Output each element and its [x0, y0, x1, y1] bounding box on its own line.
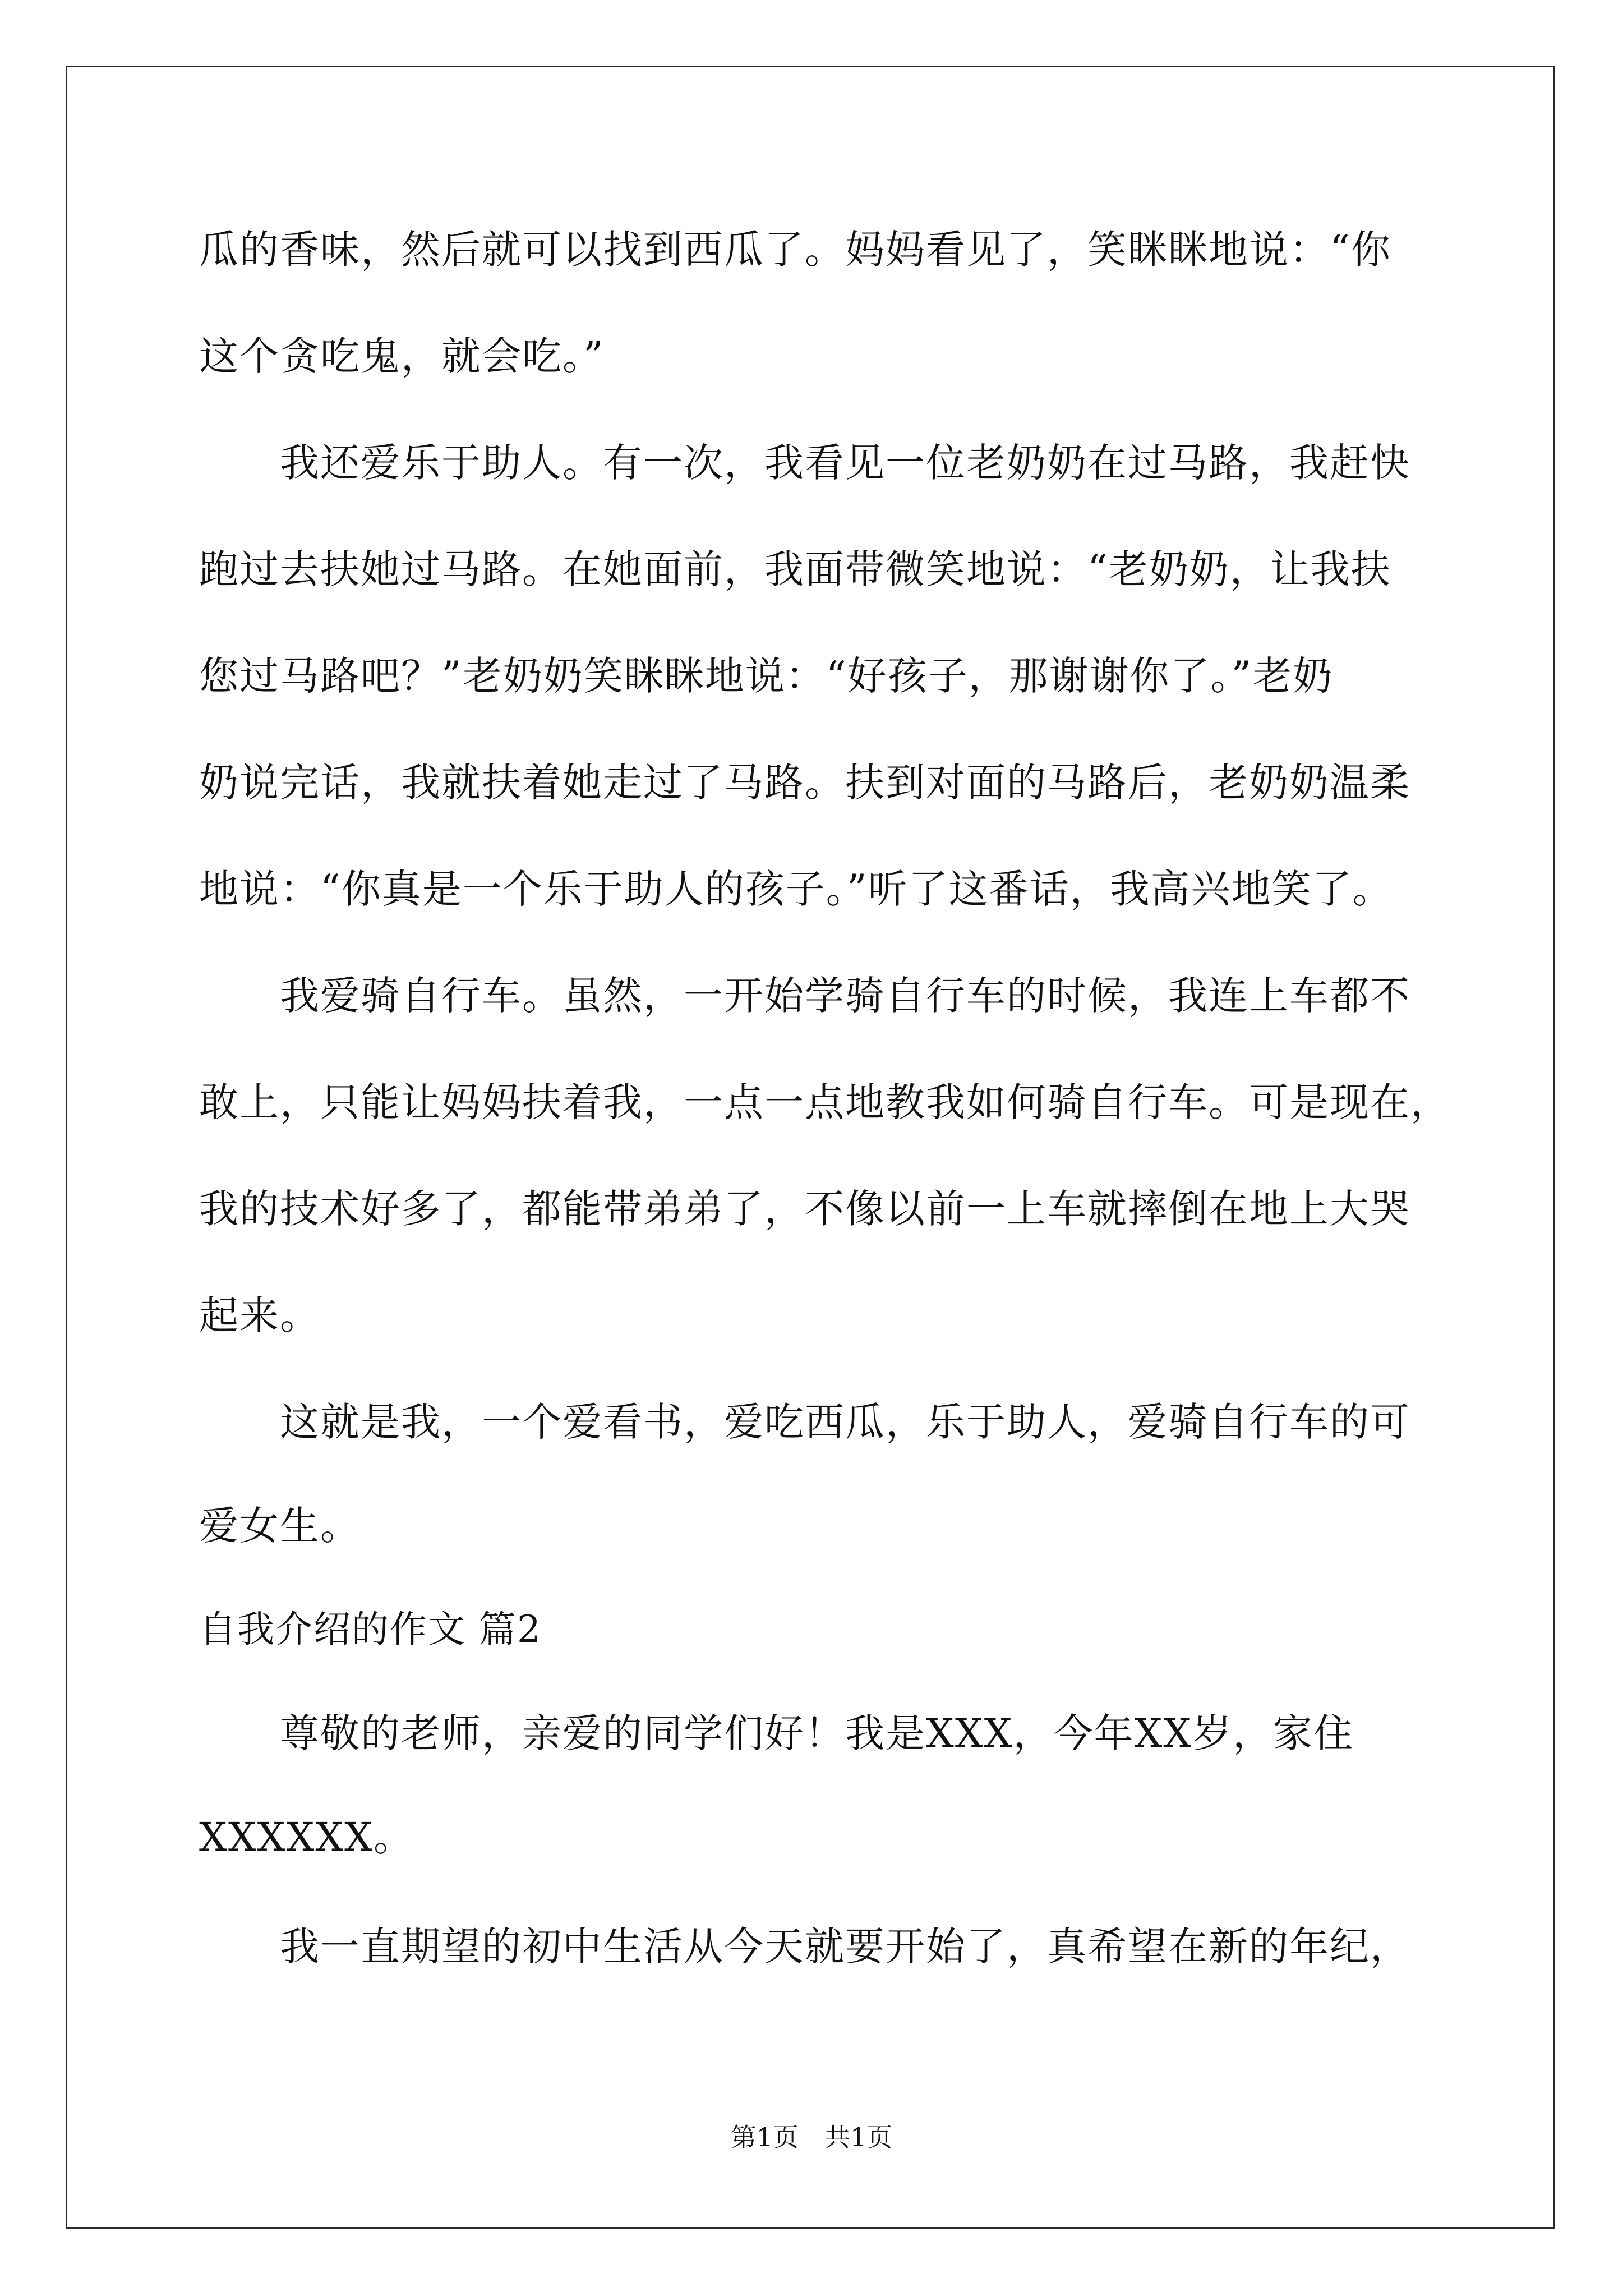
text-line: 起来。: [199, 1292, 320, 1338]
text-line: 瓜的香味，然后就可以找到西瓜了。妈妈看见了，笑眯眯地说：“你: [199, 227, 1391, 273]
text-line: 我的技术好多了，都能带弟弟了，不像以前一上车就摔倒在地上大哭: [199, 1186, 1410, 1232]
text-line: 我一直期望的初中生活从今天就要开始了，真希望在新的年纪，: [199, 1924, 1410, 1970]
page-footer: 第1页 共1页: [730, 2122, 893, 2152]
text-line: 我爱骑自行车。虽然，一开始学骑自行车的时候，我连上车都不: [199, 973, 1410, 1019]
text-line: 这就是我，一个爱看书，爱吃西瓜，乐于助人，爱骑自行车的可: [199, 1399, 1410, 1445]
text-line: 爱女生。: [199, 1503, 361, 1549]
text-line: 我还爱乐于助人。有一次，我看见一位老奶奶在过马路，我赶快: [199, 440, 1410, 486]
text-line: 跑过去扶她过马路。在她面前，我面带微笑地说：“老奶奶，让我扶: [199, 546, 1391, 592]
text-line: 尊敬的老师，亲爱的同学们好！我是XXX，今年XX岁，家住: [199, 1710, 1354, 1756]
text-line: 奶说完话，我就扶着她走过了马路。扶到对面的马路后，老奶奶温柔: [199, 760, 1410, 806]
page-border: [66, 66, 1555, 2229]
text-line: XXXXXX。: [199, 1814, 414, 1860]
text-line: 这个贪吃鬼，就会吃。”: [199, 333, 605, 379]
text-line: 地说：“你真是一个乐于助人的孩子。”听了这番话，我高兴地笑了。: [199, 866, 1393, 912]
text-line: 您过马路吧？”老奶奶笑眯眯地说：“好孩子，那谢谢你了。”老奶: [199, 653, 1334, 699]
text-line: 敢上，只能让妈妈扶着我，一点一点地教我如何骑自行车。可是现在，: [199, 1079, 1451, 1125]
section-heading: 自我介绍的作文 篇2: [199, 1608, 542, 1651]
